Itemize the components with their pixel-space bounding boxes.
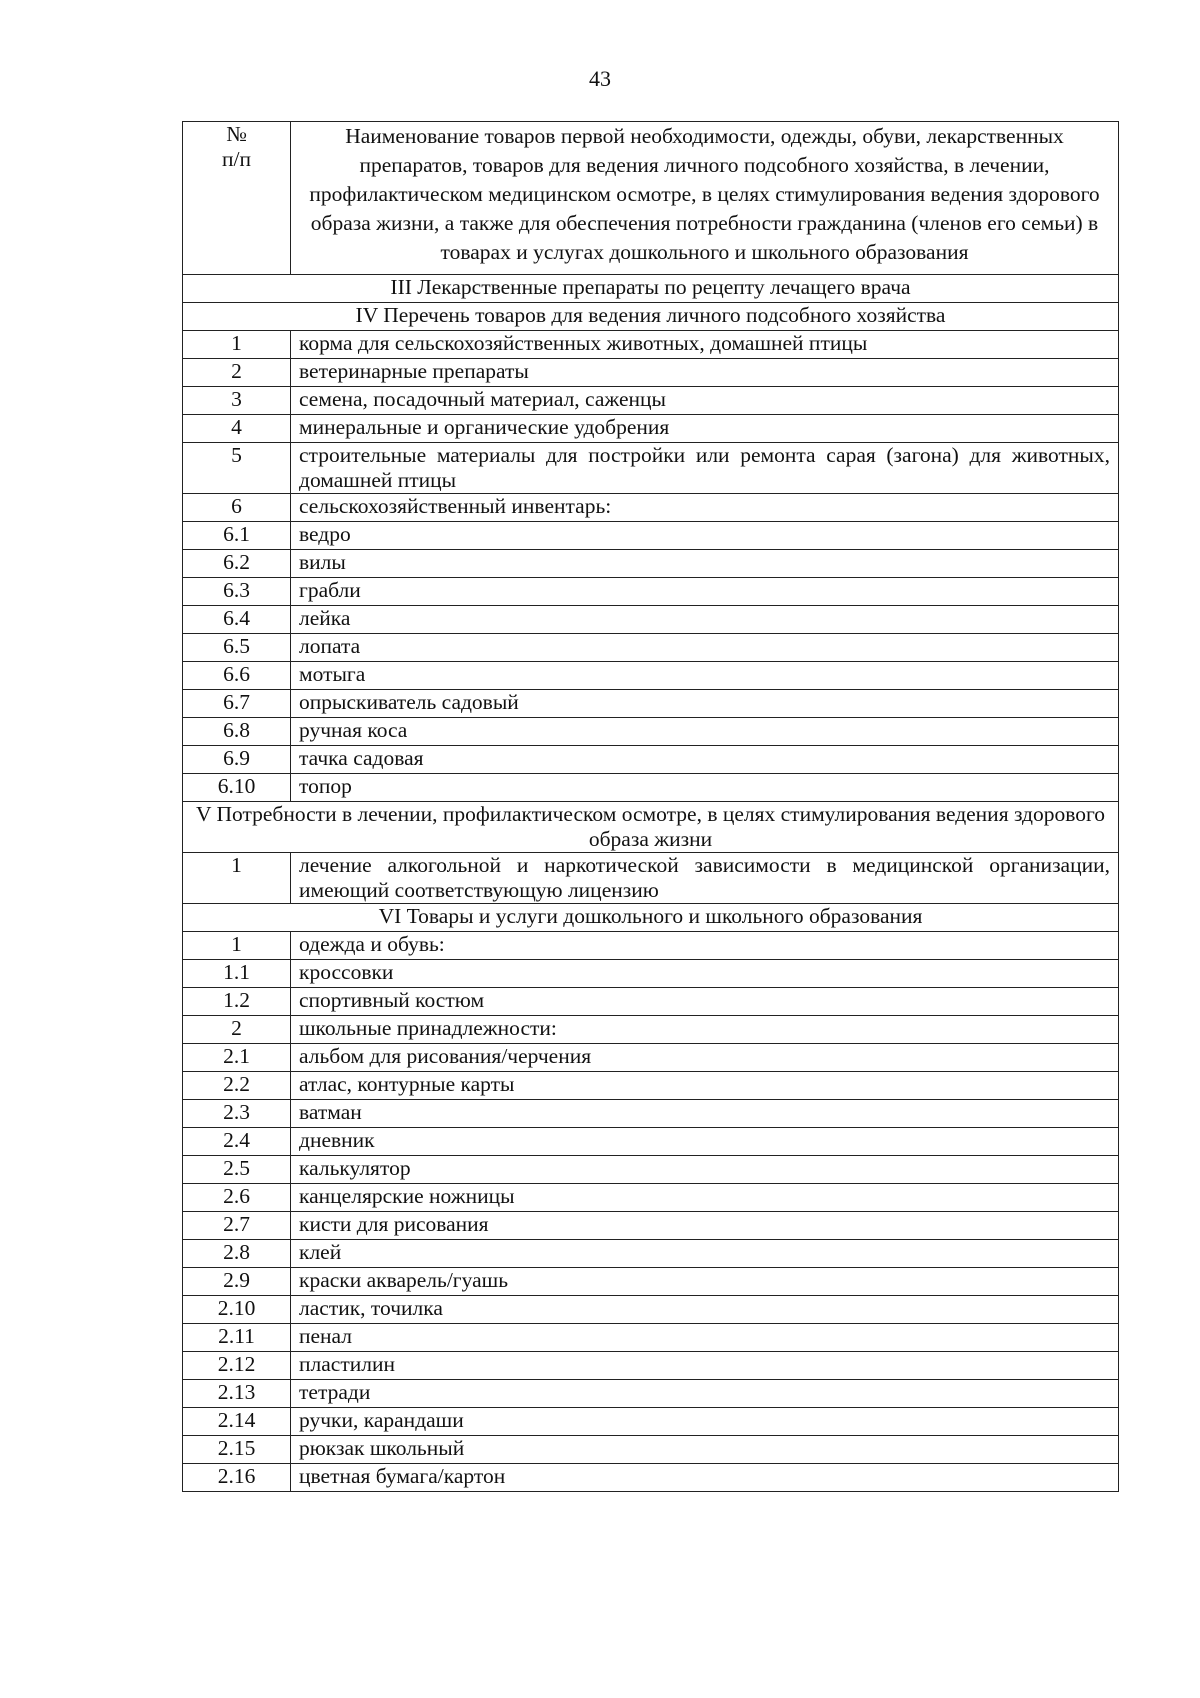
item-name: ручки, карандаши [291,1408,1119,1436]
table-row [183,718,1119,746]
table-row [183,331,1119,359]
table-row [183,1268,1119,1296]
table-row [183,387,1119,415]
section-header-row [183,802,1119,853]
item-number: 6.7 [183,690,291,718]
item-name: ветеринарные препараты [291,359,1119,387]
item-name: клей [291,1240,1119,1268]
item-number: 2.5 [183,1156,291,1184]
section-header-row [183,303,1119,331]
table-row [183,634,1119,662]
table-header-row [183,122,1119,275]
table-row [183,988,1119,1016]
item-name: пластилин [291,1352,1119,1380]
table-row [183,1128,1119,1156]
item-number: 2.13 [183,1380,291,1408]
item-number: 2.12 [183,1352,291,1380]
item-number: 2.15 [183,1436,291,1464]
table-row [183,494,1119,522]
table-row [183,1464,1119,1492]
item-name: канцелярские ножницы [291,1184,1119,1212]
item-number: 1 [183,331,291,359]
item-number: 2.4 [183,1128,291,1156]
table-row [183,1240,1119,1268]
item-name: атлас, контурные карты [291,1072,1119,1100]
table-row [183,1408,1119,1436]
item-name: одежда и обувь: [291,932,1119,960]
table-row [183,578,1119,606]
item-number: 6.10 [183,774,291,802]
item-number: 6.2 [183,550,291,578]
header-number-cell: № п/п [183,122,291,275]
item-name: лопата [291,634,1119,662]
item-name: тачка садовая [291,746,1119,774]
item-number: 6.8 [183,718,291,746]
item-name: топор [291,774,1119,802]
header-title-cell: Наименование товаров первой необходимости, одежды, обуви, лекарственных препаратов, товаров для ведения личного подсобного хозяйства, в лечении, профилактическом медицинском осмотре, в целях стимулирования ведения здорового образа жизни, а также для обеспечения потребности гражданина (членов его семьи) в товарах и услугах дошкольного и школьного образования [291,122,1119,275]
item-number: 6.4 [183,606,291,634]
table-row [183,1156,1119,1184]
item-number: 2.16 [183,1464,291,1492]
item-name: альбом для рисования/черчения [291,1044,1119,1072]
goods-table [182,121,1119,1492]
item-name: семена, посадочный материал, саженцы [291,387,1119,415]
item-number: 6.3 [183,578,291,606]
item-number: 2.10 [183,1296,291,1324]
item-name: рюкзак школьный [291,1436,1119,1464]
item-name: корма для сельскохозяйственных животных, домашней птицы [291,331,1119,359]
table-row [183,1212,1119,1240]
table-row [183,1436,1119,1464]
section-header-row [183,275,1119,303]
item-number: 3 [183,387,291,415]
item-name: минеральные и органические удобрения [291,415,1119,443]
item-number: 2.1 [183,1044,291,1072]
item-name: тетради [291,1380,1119,1408]
table-row [183,1072,1119,1100]
item-name: школьные принадлежности: [291,1016,1119,1044]
item-number: 1 [183,853,291,904]
item-number: 1.2 [183,988,291,1016]
item-number: 2.6 [183,1184,291,1212]
table-row [183,1016,1119,1044]
item-number: 5 [183,443,291,494]
item-number: 2.3 [183,1100,291,1128]
item-name: грабли [291,578,1119,606]
section-title: IV Перечень товаров для ведения личного подсобного хозяйства [183,303,1119,331]
item-number: 1.1 [183,960,291,988]
table-row [183,690,1119,718]
item-name: лечение алкогольной и наркотической зависимости в медицинской организации, имеющий соответствующую лицензию [291,853,1119,904]
item-name: вилы [291,550,1119,578]
item-number: 1 [183,932,291,960]
item-name: цветная бумага/картон [291,1464,1119,1492]
item-name: дневник [291,1128,1119,1156]
table-row [183,1352,1119,1380]
item-number: 6.6 [183,662,291,690]
section-title: VI Товары и услуги дошкольного и школьного образования [183,904,1119,932]
item-number: 6.5 [183,634,291,662]
item-number: 2.11 [183,1324,291,1352]
item-name: ластик, точилка [291,1296,1119,1324]
item-number: 2 [183,1016,291,1044]
table-row [183,774,1119,802]
item-number: 2 [183,359,291,387]
item-name: лейка [291,606,1119,634]
item-name: пенал [291,1324,1119,1352]
table-row [183,853,1119,904]
item-name: спортивный костюм [291,988,1119,1016]
table-row [183,960,1119,988]
item-name: кроссовки [291,960,1119,988]
item-number: 6.9 [183,746,291,774]
table-row [183,606,1119,634]
item-name: строительные материалы для постройки или ремонта сарая (загона) для животных, домашней птицы [291,443,1119,494]
item-name: мотыга [291,662,1119,690]
table-row [183,443,1119,494]
item-number: 2.14 [183,1408,291,1436]
page-number: 43 [589,66,611,91]
item-name: ручная коса [291,718,1119,746]
section-header-row [183,904,1119,932]
item-number: 2.7 [183,1212,291,1240]
item-number: 6.1 [183,522,291,550]
table-row [183,1380,1119,1408]
table-row [183,662,1119,690]
item-number: 2.9 [183,1268,291,1296]
item-number: 2.2 [183,1072,291,1100]
table-row [183,1184,1119,1212]
table-row [183,1296,1119,1324]
item-number: 6 [183,494,291,522]
table-row [183,1044,1119,1072]
item-name: ватман [291,1100,1119,1128]
table-row [183,415,1119,443]
section-title: III Лекарственные препараты по рецепту лечащего врача [183,275,1119,303]
item-number: 2.8 [183,1240,291,1268]
item-name: сельскохозяйственный инвентарь: [291,494,1119,522]
item-number: 4 [183,415,291,443]
table-row [183,550,1119,578]
item-name: краски акварель/гуашь [291,1268,1119,1296]
item-name: кисти для рисования [291,1212,1119,1240]
table-row [183,932,1119,960]
item-name: опрыскиватель садовый [291,690,1119,718]
table-row [183,359,1119,387]
table-row [183,1324,1119,1352]
table-row [183,522,1119,550]
table-row [183,746,1119,774]
table-row [183,1100,1119,1128]
section-title: V Потребности в лечении, профилактическом осмотре, в целях стимулирования ведения здорового образа жизни [183,802,1119,853]
item-name: ведро [291,522,1119,550]
item-name: калькулятор [291,1156,1119,1184]
